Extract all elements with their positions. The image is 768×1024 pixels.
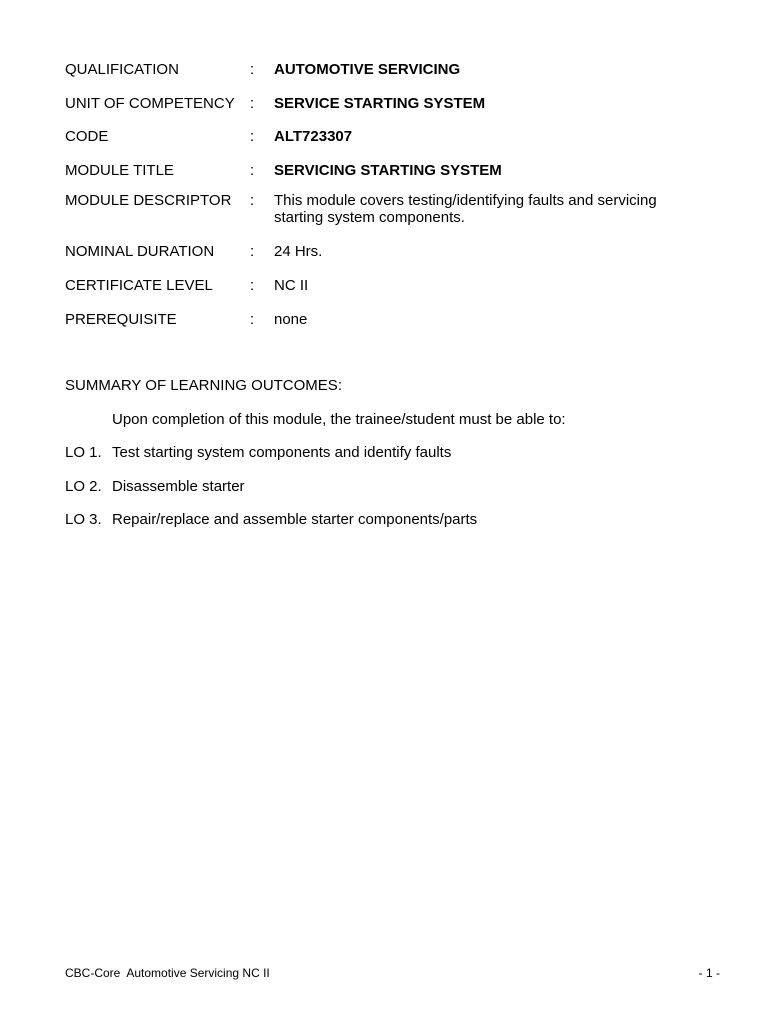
field-colon: : — [250, 192, 255, 209]
field-label: MODULE DESCRIPTOR — [65, 192, 232, 209]
field-value: ALT723307 — [274, 128, 353, 145]
field-label: CODE — [65, 128, 109, 145]
learning-outcome-text: Repair/replace and assemble starter components/parts — [112, 511, 478, 528]
field-label: MODULE TITLE — [65, 162, 174, 179]
learning-outcome-text: Disassemble starter — [112, 478, 245, 495]
field-label: CERTIFICATE LEVEL — [65, 277, 213, 294]
field-colon: : — [250, 243, 255, 260]
field-label: QUALIFICATION — [65, 61, 179, 78]
field-colon: : — [250, 95, 255, 112]
field-value: 24 Hrs. — [274, 243, 323, 260]
field-colon: : — [250, 162, 255, 179]
field-value: NC II — [274, 277, 309, 294]
learning-outcome-text: Test starting system components and identify faults — [112, 444, 452, 461]
field-value: SERVICE STARTING SYSTEM — [274, 95, 486, 112]
field-colon: : — [250, 128, 255, 145]
field-value: SERVICING STARTING SYSTEM — [274, 162, 502, 179]
field-colon: : — [250, 277, 255, 294]
field-colon: : — [250, 61, 255, 78]
footer-title: CBC-Core Automotive Servicing NC II — [65, 966, 270, 980]
learning-outcome-number: LO 1. — [65, 444, 102, 461]
summary-intro: Upon completion of this module, the trainee/student must be able to: — [112, 411, 566, 428]
summary-heading: SUMMARY OF LEARNING OUTCOMES: — [65, 377, 342, 394]
field-colon: : — [250, 311, 255, 328]
field-label: NOMINAL DURATION — [65, 243, 215, 260]
page-number: - 1 - — [698, 966, 720, 980]
field-value: AUTOMOTIVE SERVICING — [274, 61, 461, 78]
field-label: PREREQUISITE — [65, 311, 177, 328]
field-value: This module covers testing/identifying faults and servicing starting system components. — [274, 192, 657, 226]
field-label: UNIT OF COMPETENCY — [65, 95, 235, 112]
learning-outcome-number: LO 3. — [65, 511, 102, 528]
learning-outcome-number: LO 2. — [65, 478, 102, 495]
field-value: none — [274, 311, 308, 328]
